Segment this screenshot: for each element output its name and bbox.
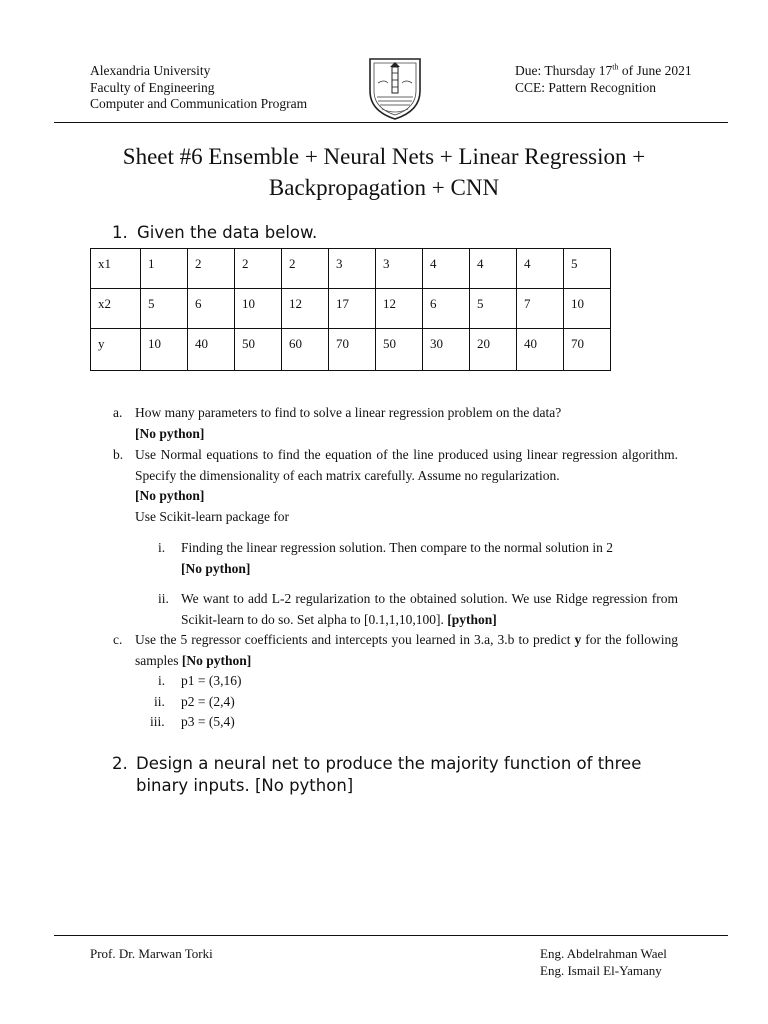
teaching-assistants: Eng. Abdelrahman Wael Eng. Ismail El-Yamany	[540, 946, 667, 978]
table-cell: x2	[91, 289, 141, 329]
question-2: 2. Design a neural net to produce the majority function of three binary inputs. [No python]	[112, 754, 642, 795]
sample-list	[150, 671, 458, 733]
table-cell: 3	[376, 249, 423, 289]
due-date: Due: Thursday 17th of June 2021	[515, 62, 692, 78]
table-cell: 4	[423, 249, 470, 289]
table-cell: 2	[282, 249, 329, 289]
professor-name: Prof. Dr. Marwan Torki	[90, 946, 213, 961]
table-cell: 50	[376, 329, 423, 371]
table-cell: 5	[470, 289, 517, 329]
table-cell: 12	[376, 289, 423, 329]
table-cell: 6	[188, 289, 235, 329]
table-cell: 70	[329, 329, 376, 371]
university-info	[90, 63, 307, 113]
university-seal-icon	[366, 53, 424, 121]
faculty-name: Faculty of Engineering	[90, 79, 215, 95]
footer-divider	[54, 935, 728, 936]
sheet-title: Sheet #6 Ensemble + Neural Nets + Linear Regression + Backpropagation + CNN	[122, 144, 646, 200]
part-b: b. Use Normal equations to find the equation of the line produced using linear regression algorithm. Specify the dimensionality of each matrix carefully. Assume no regularization. [No python] Use Scikit-learn package for	[113, 447, 678, 524]
table-cell: 30	[423, 329, 470, 371]
table-cell: 20	[470, 329, 517, 371]
table-cell: 10	[235, 289, 282, 329]
table-cell: 2	[235, 249, 282, 289]
table-cell: 70	[564, 329, 611, 371]
part-b-i: i. Finding the linear regression solution. Then compare to the normal solution in 2 [No python]	[158, 540, 614, 576]
table-cell: 6	[423, 289, 470, 329]
table-cell: 4	[470, 249, 517, 289]
table-cell: 50	[235, 329, 282, 371]
table-cell: 5	[564, 249, 611, 289]
table-cell: 10	[564, 289, 611, 329]
question-1-heading: 1. Given the data below.	[112, 223, 318, 242]
table-cell: 60	[282, 329, 329, 371]
table-cell: 40	[188, 329, 235, 371]
table-cell: 12	[282, 289, 329, 329]
list-item: iii. p3 = (5,4)	[150, 714, 235, 729]
table-row	[91, 289, 611, 329]
part-b-ii: ii. We want to add L-2 regularization to the obtained solution. We use Ridge regression from Scikit-learn to do so. Set alpha to [0.1,1,10,100]. [python]	[158, 591, 678, 627]
table-cell: 40	[517, 329, 564, 371]
university-name: Alexandria University	[90, 63, 211, 78]
table-cell: 5	[141, 289, 188, 329]
table-row	[91, 249, 611, 289]
part-c: c. Use the 5 regressor coefficients and intercepts you learned in 3.a, 3.b to predict y for the following samples [No python]	[113, 632, 678, 668]
program-name: Computer and Communication Program	[90, 96, 308, 111]
header-divider	[54, 122, 728, 123]
table-cell: 17	[329, 289, 376, 329]
table-cell: 10	[141, 329, 188, 371]
list-item: ii. p2 = (2,4)	[154, 693, 235, 709]
table-cell: 4	[517, 249, 564, 289]
table-cell: y	[91, 329, 141, 371]
list-item: i. p1 = (3,16)	[158, 673, 242, 688]
course-name: CCE: Pattern Recognition	[515, 79, 656, 95]
table-cell: 7	[517, 289, 564, 329]
table-cell: 2	[188, 249, 235, 289]
table-row	[91, 329, 611, 371]
table-cell: 1	[141, 249, 188, 289]
table-cell: 3	[329, 249, 376, 289]
part-a: a. How many parameters to find to solve a linear regression problem on the data? [No python]	[113, 405, 562, 441]
data-table	[90, 248, 611, 371]
table-cell: x1	[91, 249, 141, 289]
course-info	[515, 63, 692, 96]
